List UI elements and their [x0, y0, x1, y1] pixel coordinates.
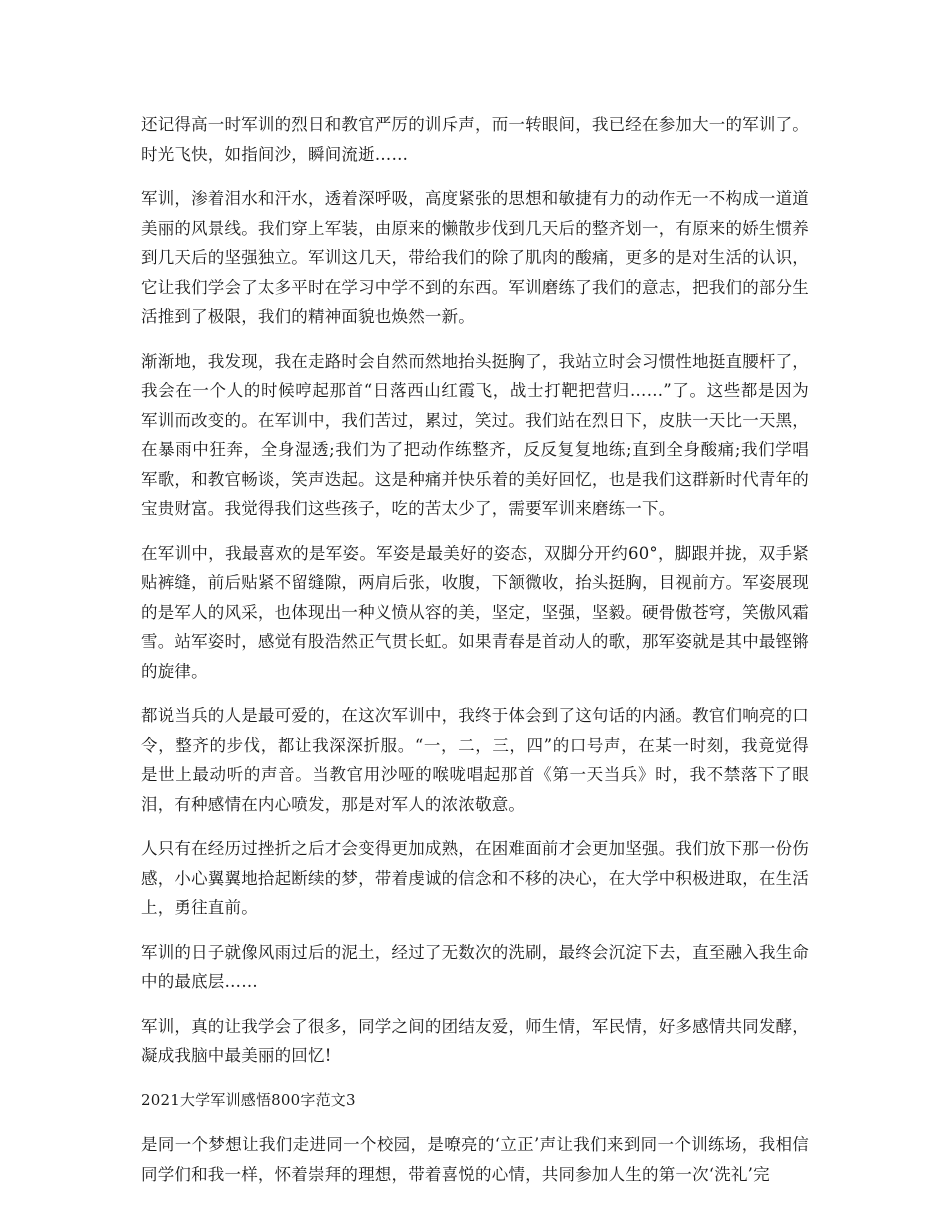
paragraph-final: 是同一个梦想让我们走进同一个校园，是嘹亮的‘立正’声让我们来到同一个训练场，我相信同学们和我一样，怀着崇拜的理想，带着喜悦的心情，共同参加人生的第一次‘洗礼’完 — [141, 1135, 809, 1184]
paragraph-3: 渐渐地，我发现，我在走路时会自然而然地抬头挺胸了，我站立时会习惯性地挺直腰杆了，我会在一个人的时候哼起那首“日落西山红霞飞，战士打靶把营归……”了。这些都是因为军训而改变的。在军训中，我们苦过，累过，笑过。我们站在烈日下，皮肤一天比一天黑，在暴雨中狂奔，全身湿透;我们为了把动作练整齐，反反复复地练;直到全身酸痛;我们学唱军歌，和教官畅谈，笑声迭起。这是种痛并快乐着的美好回忆，也是我们这群新时代青年的宝贵财富。我觉得我们这些孩子，吃的苦太少了，需要军训来磨练一下。 — [141, 351, 809, 518]
paragraph-7: 军训的日子就像风雨过后的泥土，经过了无数次的洗刷，最终会沉淀下去，直至融入我生命中的最底层…… — [141, 942, 809, 991]
paragraph-4: 在军训中，我最喜欢的是军姿。军姿是最美好的姿态，双脚分开约60°，脚跟并拢，双手紧贴裤缝，前后贴紧不留缝隙，两肩后张，收腹，下颔微收，抬头挺胸，目视前方。军姿展现的是军人的风采，也体现出一种义愤从容的美，坚定，坚强，坚毅。硬骨傲苍穹，笑傲风霜雪。站军姿时，感觉有股浩然正气贯长虹。如果青春是首动人的歌，那军姿就是其中最铿锵的旋律。 — [141, 543, 809, 681]
section-heading: 2021大学军训感悟800字范文3 — [141, 1090, 356, 1109]
paragraph-8: 军训，真的让我学会了很多，同学之间的团结友爱，师生情，军民情，好多感情共同发酵，凝成我脑中最美丽的回忆! — [141, 1016, 809, 1065]
paragraph-5: 都说当兵的人是最可爱的，在这次军训中，我终于体会到了这句话的内涵。教官们响亮的口令，整齐的步伐，都让我深深折服。“一，二，三，四”的口号声，在某一时刻，我竟觉得是世上最动听的声音。当教官用沙哑的喉咙唱起那首《第一天当兵》时，我不禁落下了眼泪，有种感情在内心喷发，那是对军人的浓浓敬意。 — [141, 706, 809, 814]
paragraph-6: 人只有在经历过挫折之后才会变得更加成熟，在困难面前才会更加坚强。我们放下那一份伤感，小心翼翼地拾起断续的梦，带着虔诚的信念和不移的决心，在大学中积极进取，在生活上，勇往直前。 — [141, 839, 809, 917]
paragraph-1: 还记得高一时军训的烈日和教官严厉的训斥声，而一转眼间，我已经在参加大一的军训了。时光飞快，如指间沙，瞬间流逝…… — [141, 115, 809, 164]
paragraph-2: 军训，渗着泪水和汗水，透着深呼吸，高度紧张的思想和敏捷有力的动作无一不构成一道道美丽的风景线。我们穿上军装，由原来的懒散步伐到几天后的整齐划一，有原来的娇生惯养到几天后的坚强独立。军训这几天，带给我们的除了肌肉的酸痛，更多的是对生活的认识，它让我们学会了太多平时在学习中学不到的东西。军训磨练了我们的意志，把我们的部分生活推到了极限，我们的精神面貌也焕然一新。 — [141, 189, 809, 326]
document-body — [141, 110, 809, 1204]
